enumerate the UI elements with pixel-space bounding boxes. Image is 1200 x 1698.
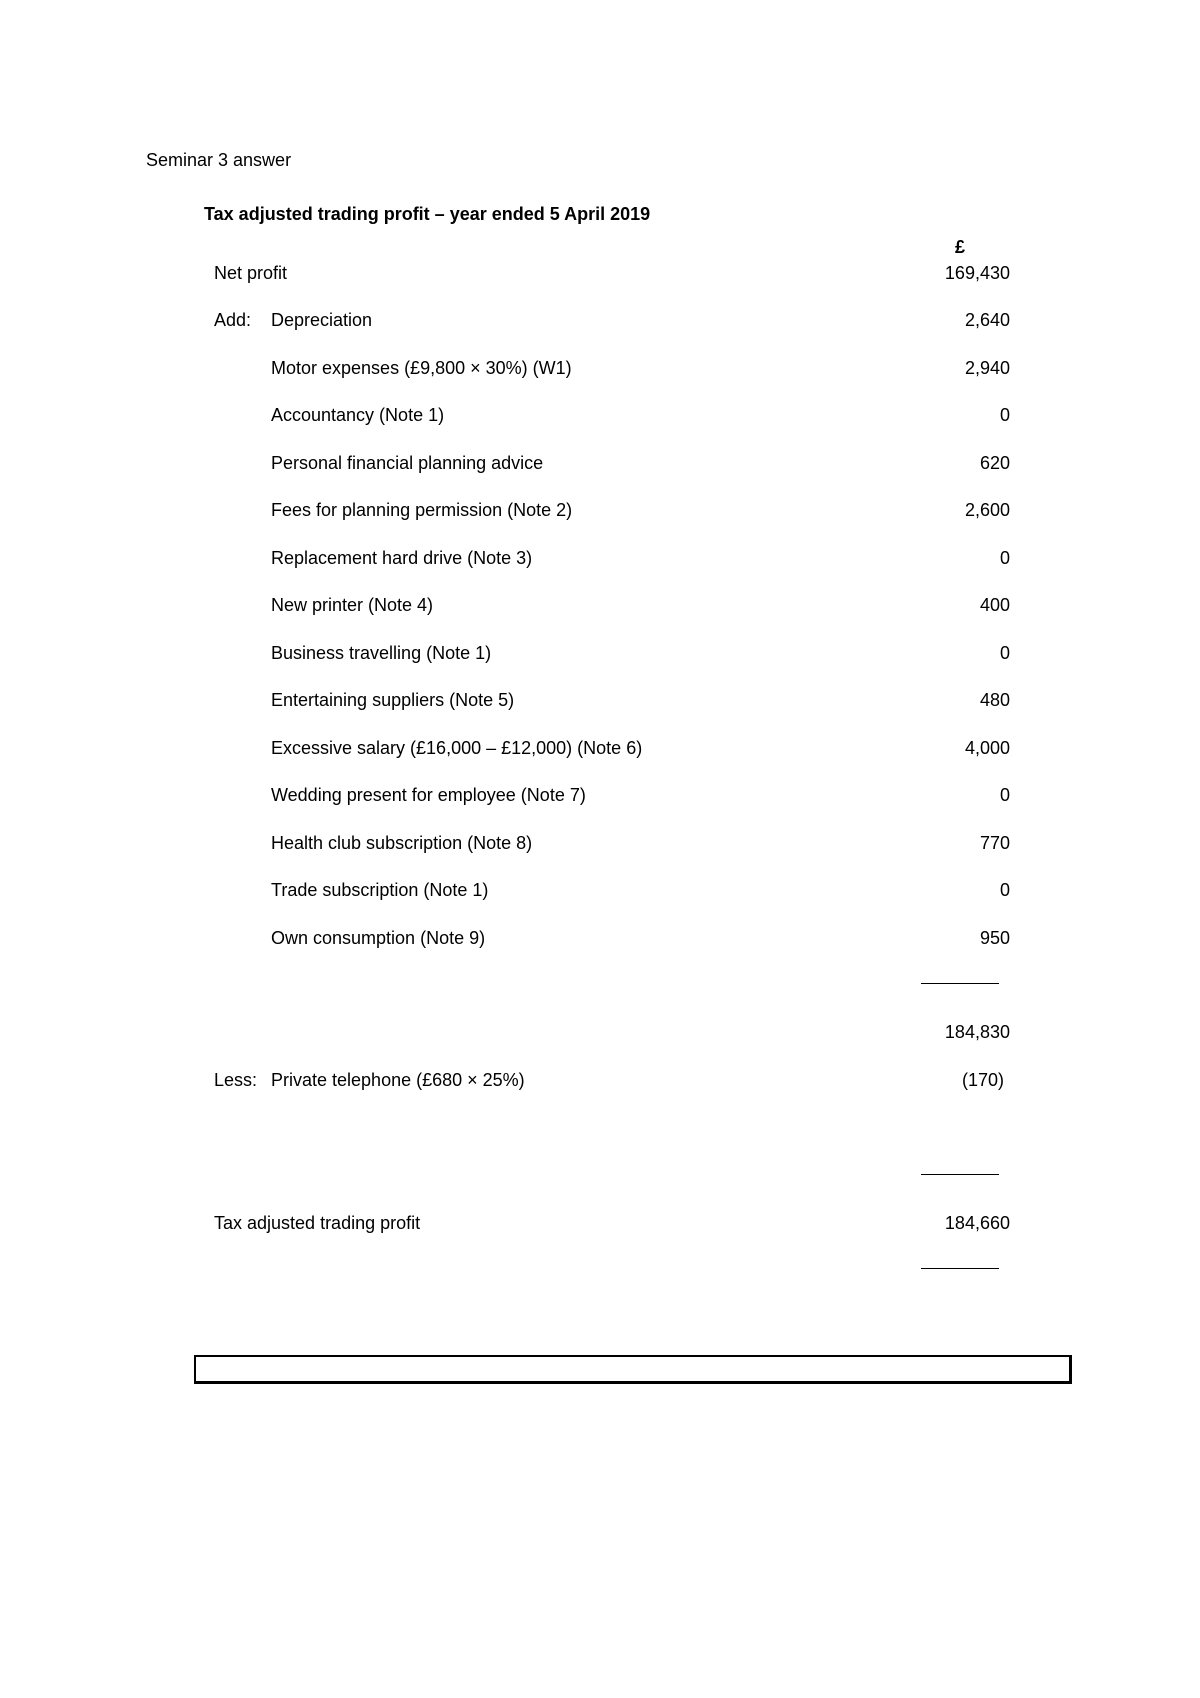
add-item-amount: 4,000 bbox=[964, 738, 1010, 758]
add-item-amount: 0 bbox=[999, 548, 1010, 568]
less-item-label: Private telephone (£680 × 25%) bbox=[271, 1070, 525, 1090]
add-item-label: Depreciation bbox=[271, 310, 373, 330]
add-item-amount: 0 bbox=[999, 785, 1010, 805]
less-label: Less: bbox=[214, 1070, 258, 1090]
add-item-label: Excessive salary (£16,000 – £12,000) (Note 6) bbox=[271, 738, 643, 758]
add-item-label: Trade subscription (Note 1) bbox=[271, 880, 489, 900]
add-item-amount: 480 bbox=[979, 690, 1010, 710]
add-item-amount: 0 bbox=[999, 880, 1010, 900]
add-item-label: Replacement hard drive (Note 3) bbox=[271, 548, 533, 568]
net-profit-label: Net profit bbox=[214, 263, 288, 283]
add-item-amount: 2,600 bbox=[964, 500, 1010, 520]
add-item-label: Accountancy (Note 1) bbox=[271, 405, 445, 425]
add-item-amount: 2,640 bbox=[964, 310, 1010, 330]
subtotal-rule bbox=[921, 983, 999, 984]
add-item-label: Wedding present for employee (Note 7) bbox=[271, 785, 586, 805]
add-item-amount: 0 bbox=[999, 405, 1010, 425]
add-item-label: Own consumption (Note 9) bbox=[271, 928, 486, 948]
add-item-amount: 400 bbox=[979, 595, 1010, 615]
empty-box bbox=[194, 1355, 1072, 1384]
total-label: Tax adjusted trading profit bbox=[214, 1213, 421, 1233]
add-label: Add: bbox=[214, 310, 252, 330]
total-top-rule bbox=[921, 1174, 999, 1175]
add-item-label: Motor expenses (£9,800 × 30%) (W1) bbox=[271, 358, 572, 378]
subtotal-amount: 184,830 bbox=[944, 1022, 1010, 1042]
add-item-amount: 2,940 bbox=[964, 358, 1010, 378]
add-item-label: New printer (Note 4) bbox=[271, 595, 434, 615]
statement-title: Tax adjusted trading profit – year ended 5 April 2019 bbox=[204, 204, 651, 224]
add-item-label: Business travelling (Note 1) bbox=[271, 643, 492, 663]
add-item-amount: 950 bbox=[979, 928, 1010, 948]
less-item-amount: (170) bbox=[961, 1070, 1004, 1090]
total-bottom-rule bbox=[921, 1268, 999, 1269]
page-heading: Seminar 3 answer bbox=[146, 150, 292, 170]
add-item-label: Personal financial planning advice bbox=[271, 453, 544, 473]
add-item-amount: 0 bbox=[999, 643, 1010, 663]
net-profit-amount: 169,430 bbox=[944, 263, 1010, 283]
add-item-label: Entertaining suppliers (Note 5) bbox=[271, 690, 515, 710]
total-amount: 184,660 bbox=[944, 1213, 1010, 1233]
add-item-amount: 770 bbox=[979, 833, 1010, 853]
add-item-amount: 620 bbox=[979, 453, 1010, 473]
add-item-label: Fees for planning permission (Note 2) bbox=[271, 500, 573, 520]
currency-header: £ bbox=[954, 237, 965, 257]
add-item-label: Health club subscription (Note 8) bbox=[271, 833, 533, 853]
